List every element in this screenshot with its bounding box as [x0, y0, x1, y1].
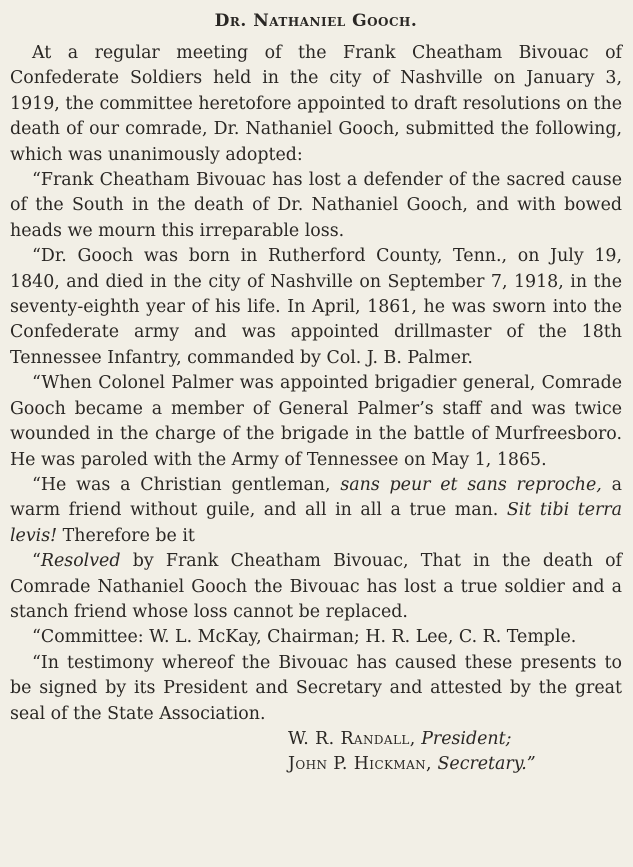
character-text-2: a warm friend without guile, and all in all a true man. [10, 474, 622, 521]
article-title: Dr. Nathaniel Gooch. [214, 11, 418, 31]
paragraph-loss: “Frank Cheatham Bivouac has lost a defender of the sacred cause of the South in the death of Dr. Nathaniel Gooch, and with bowed heads we mourn this irreparable loss. [10, 170, 622, 241]
paragraph-testimony: “In testimony whereof the Bivouac has caused these presents to be signed by its President and Secretary and attested by the great seal of the State Association. [10, 652, 622, 724]
paragraph-committee: “Committee: W. L. McKay, Chairman; H. R. Lee, C. R. Temple. [32, 627, 577, 648]
paragraph-service: “When Colonel Palmer was appointed brigadier general, Comrade Gooch became a member of General Palmer’s staff and was twice wounded in the charge of the brigade in the battle of Murfreesboro. He was paroled with the Army of Tennessee on May 1, 1865. [10, 373, 622, 470]
resolution-quote: “ [32, 551, 41, 572]
president-title: President; [421, 728, 512, 749]
document-page [10, 8, 622, 778]
secretary-title: Secretary.” [437, 754, 536, 775]
paragraph-meeting: At a regular meeting of the Frank Cheatham Bivouac of Confederate Soldiers held in the city of Nashville on January 3, 1919, the committee heretofore appointed to draft resolutions on the death of our comrade, Dr. Nathaniel Gooch, submitted the following, which was unanimously adopted: [10, 43, 622, 165]
paragraph-resolution [10, 549, 622, 625]
paragraph-biography: “Dr. Gooch was born in Rutherford County, Tenn., on July 19, 1840, and died in the city of Nashville on September 7, 1918, in the seventy-eighth year of his life. In April, 1861, he was sworn into the Confederate army and was appointed drillmaster of the 18th Tennessee Infantry, commanded by Col. J. B. Palmer. [10, 246, 622, 368]
character-text-3: Therefore be it [57, 525, 195, 546]
paragraph-character [10, 473, 622, 549]
signature-secretary [10, 752, 622, 777]
character-text-1: “He was a Christian gentleman, [32, 474, 341, 495]
character-latin-phrase: Sit tibi terra levis! [10, 500, 622, 546]
signature-president [10, 727, 622, 752]
president-name: W. R. Randall, [288, 728, 416, 749]
resolution-text: by Frank Cheatham Bivouac, That in the death of Comrade Nathaniel Gooch the Bivouac has lost a true soldier and a stanch friend whose loss cannot be replaced. [10, 551, 622, 622]
secretary-name: John P. Hickman, [288, 754, 432, 775]
resolution-keyword: Resolved [40, 551, 121, 572]
character-french-phrase: sans peur et sans reproche, [340, 474, 602, 495]
